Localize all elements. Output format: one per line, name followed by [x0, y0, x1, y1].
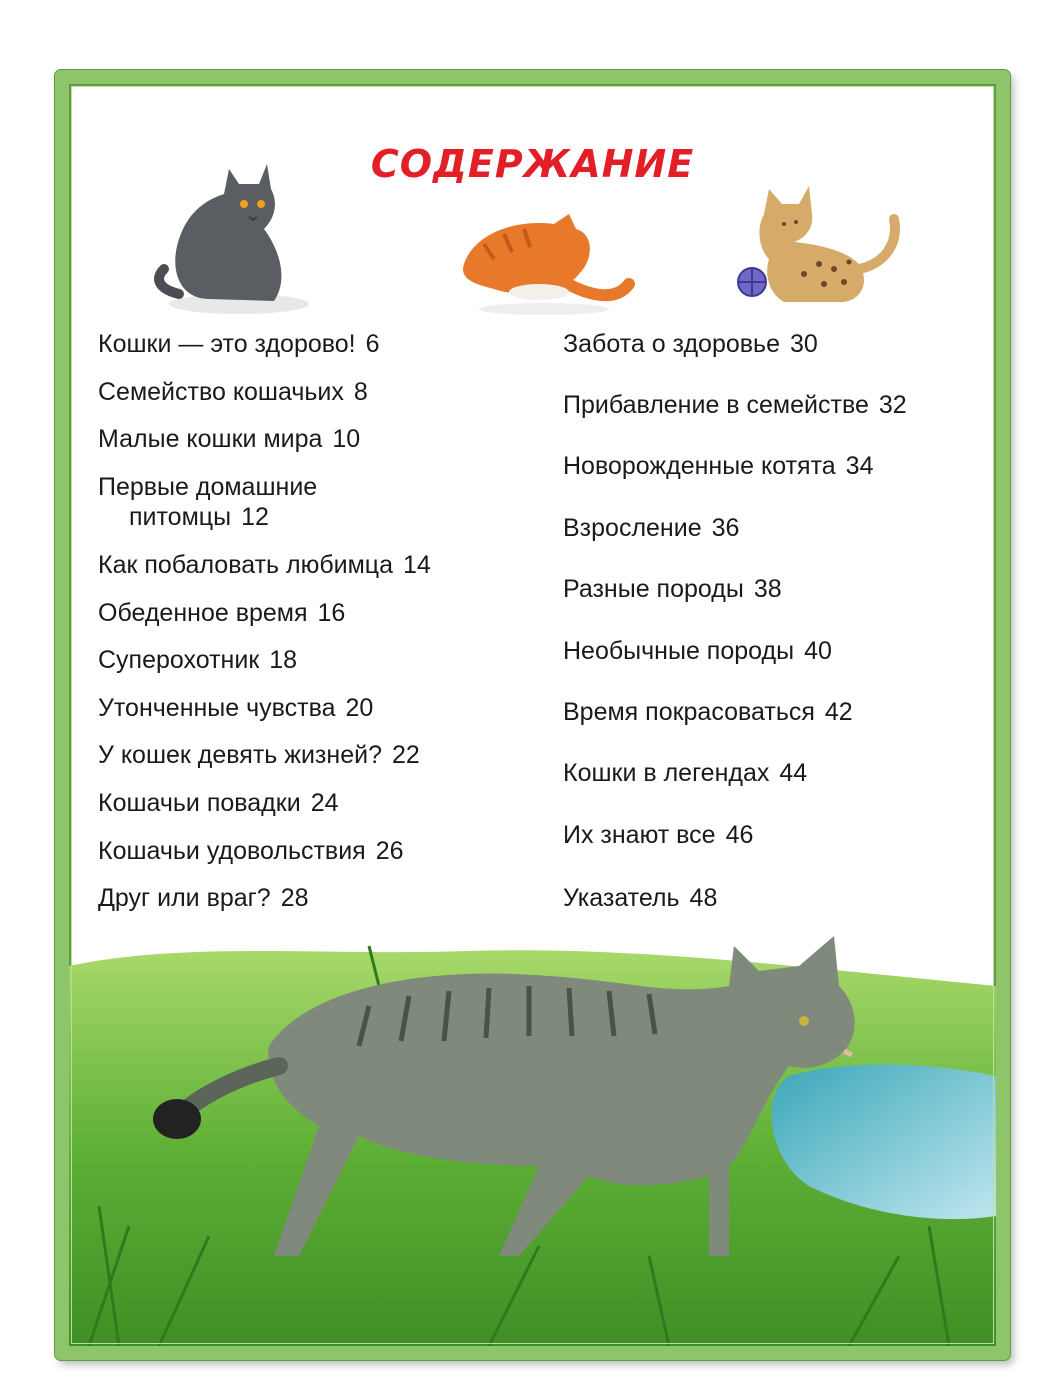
wildcat-meadow-illustration [69, 926, 996, 1346]
toc-item[interactable]: Кошачьи удовольствия 26 [98, 837, 404, 865]
toc-item[interactable]: Семейство кошачьих 8 [98, 378, 368, 406]
toc-item[interactable]: Утонченные чувства 20 [98, 694, 374, 722]
toc-item[interactable]: Как побаловать любимца 14 [98, 551, 431, 579]
toc-item[interactable]: Суперохотник 18 [98, 646, 298, 674]
toc-item[interactable]: Указатель 48 [563, 884, 718, 912]
toc-item[interactable]: Кошки — это здорово! 6 [98, 330, 380, 358]
page-title: СОДЕРЖАНИЕ [370, 142, 695, 186]
toc-item[interactable]: Необычные породы 40 [563, 637, 832, 665]
toc-item[interactable]: Разные породы 38 [563, 575, 782, 603]
grey-cat-illustration [149, 129, 319, 319]
toc-item[interactable]: Новорожденные котята 34 [563, 452, 874, 480]
toc-item[interactable]: Кошачьи повадки 24 [98, 789, 339, 817]
toc-item[interactable]: Малые кошки мира 10 [98, 425, 361, 453]
toc-item[interactable]: Прибавление в семействе 32 [563, 391, 907, 419]
toc-item[interactable]: Кошки в легендах 44 [563, 759, 808, 787]
page-frame [55, 70, 1010, 1360]
toc-item[interactable]: Обеденное время 16 [98, 599, 346, 627]
orange-cat-illustration [444, 184, 644, 334]
toc-item[interactable]: Их знают все 46 [563, 821, 754, 849]
toc-item[interactable]: Забота о здоровье 30 [563, 330, 818, 358]
toc-item[interactable]: У кошек девять жизней? 22 [98, 741, 420, 769]
toc-item[interactable]: Время покрасоваться 42 [563, 698, 853, 726]
toc-item[interactable]: Друг или враг? 28 [98, 884, 309, 912]
toc-item[interactable]: Первые домашние питомцы 12 [98, 473, 318, 531]
spotted-kitten-illustration [724, 174, 914, 314]
toc-item[interactable]: Взросление 36 [563, 514, 740, 542]
